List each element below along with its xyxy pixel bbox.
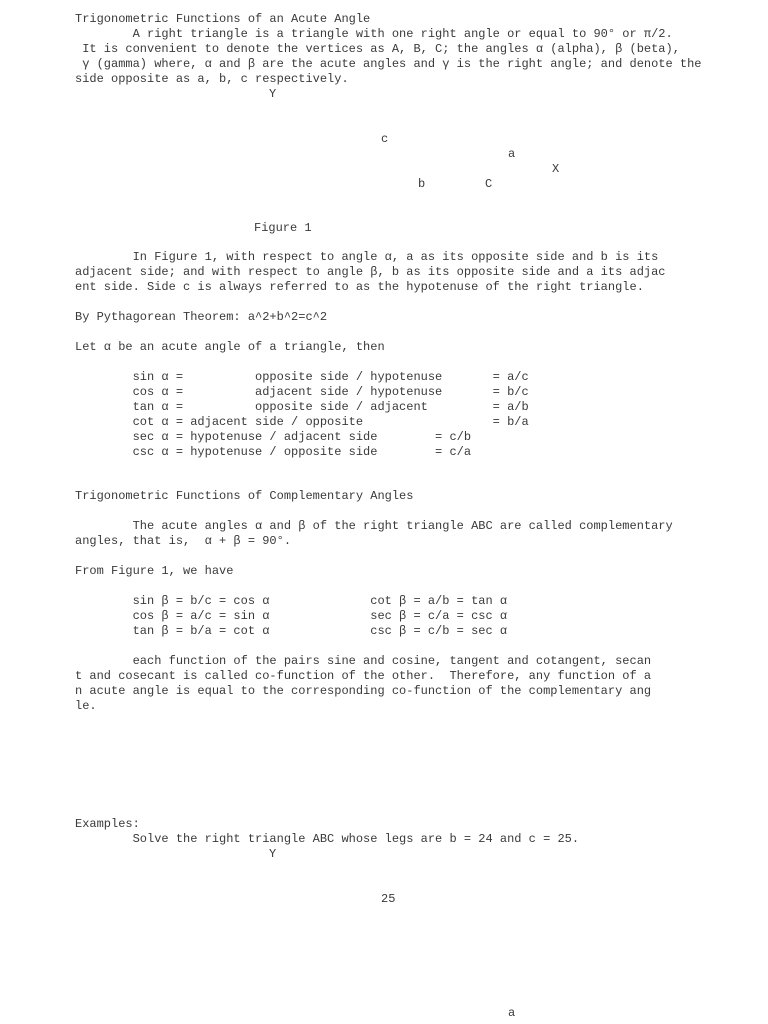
cofunction-line-2: cos β = a/c = sin α sec β = c/a = csc α <box>75 609 508 623</box>
let-alpha-line: Let α be an acute angle of a triangle, then <box>75 340 385 354</box>
definition-line-csc: csc α = hypotenuse / opposite side = c/a <box>75 445 472 459</box>
intro-line-4: side opposite as a, b, c respectively. <box>75 72 349 86</box>
complementary-heading: Trigonometric Functions of Complementary Angles <box>75 489 414 503</box>
definition-line-tan: tan α = opposite side / adjacent = a/b <box>75 400 529 414</box>
definition-line-sec: sec α = hypotenuse / adjacent side = c/b <box>75 430 472 444</box>
example-figure-label-a: a <box>508 1006 516 1020</box>
pythagorean-theorem: By Pythagorean Theorem: a^2+b^2=c^2 <box>75 310 328 324</box>
intro-line-1: A right triangle is a triangle with one right angle or equal to 90° or π/2. <box>75 27 673 41</box>
examples-heading: Examples: <box>75 817 140 831</box>
example-problem-line: Solve the right triangle ABC whose legs are b = 24 and c = 25. <box>75 832 580 846</box>
definition-line-cot: cot α = adjacent side / opposite = b/a <box>75 415 529 429</box>
figure1-label-c: c <box>381 132 389 146</box>
intro-line-2: It is convenient to denote the vertices as A, B, C; the angles α (alpha), β (beta), <box>75 42 680 56</box>
from-figure-line: From Figure 1, we have <box>75 564 234 578</box>
cofunction-para-line-1: each function of the pairs sine and cosine, tangent and cotangent, secan <box>75 654 652 668</box>
intro-line-3: γ (gamma) where, α and β are the acute angles and γ is the right angle; and denote the <box>75 57 702 71</box>
complementary-line-1: The acute angles α and β of the right triangle ABC are called complementary <box>75 519 673 533</box>
cofunction-line-3: tan β = b/a = cot α csc β = c/b = sec α <box>75 624 508 638</box>
definition-line-sin: sin α = opposite side / hypotenuse = a/c <box>75 370 529 384</box>
cofunction-para-line-3: n acute angle is equal to the corresponding co-function of the complementary ang <box>75 684 652 698</box>
example-figure-label-25: 25 <box>381 892 396 906</box>
complementary-line-2: angles, that is, α + β = 90°. <box>75 534 292 548</box>
figure1-label-gamma: Y <box>269 87 277 101</box>
figure1-caption: Figure 1 <box>254 221 312 235</box>
cofunction-para-line-2: t and cosecant is called co-function of the other. Therefore, any function of a <box>75 669 652 683</box>
figure1-label-x: X <box>552 162 560 176</box>
figure-para-line-3: ent side. Side c is always referred to as the hypotenuse of the right triangle. <box>75 280 644 294</box>
figure1-label-C: C <box>485 177 493 191</box>
cofunction-line-1: sin β = b/c = cos α cot β = a/b = tan α <box>75 594 508 608</box>
example-figure-label-gamma: Y <box>269 847 277 861</box>
figure-para-line-2: adjacent side; and with respect to angle β, b as its opposite side and a its adjac <box>75 265 666 279</box>
figure-para-line-1: In Figure 1, with respect to angle α, a as its opposite side and b is its <box>75 250 659 264</box>
cofunction-para-line-4: le. <box>75 699 97 713</box>
figure1-label-b: b <box>418 177 426 191</box>
definition-line-cos: cos α = adjacent side / hypotenuse = b/c <box>75 385 529 399</box>
page-title: Trigonometric Functions of an Acute Angle <box>75 12 371 26</box>
figure1-label-a: a <box>508 147 516 161</box>
